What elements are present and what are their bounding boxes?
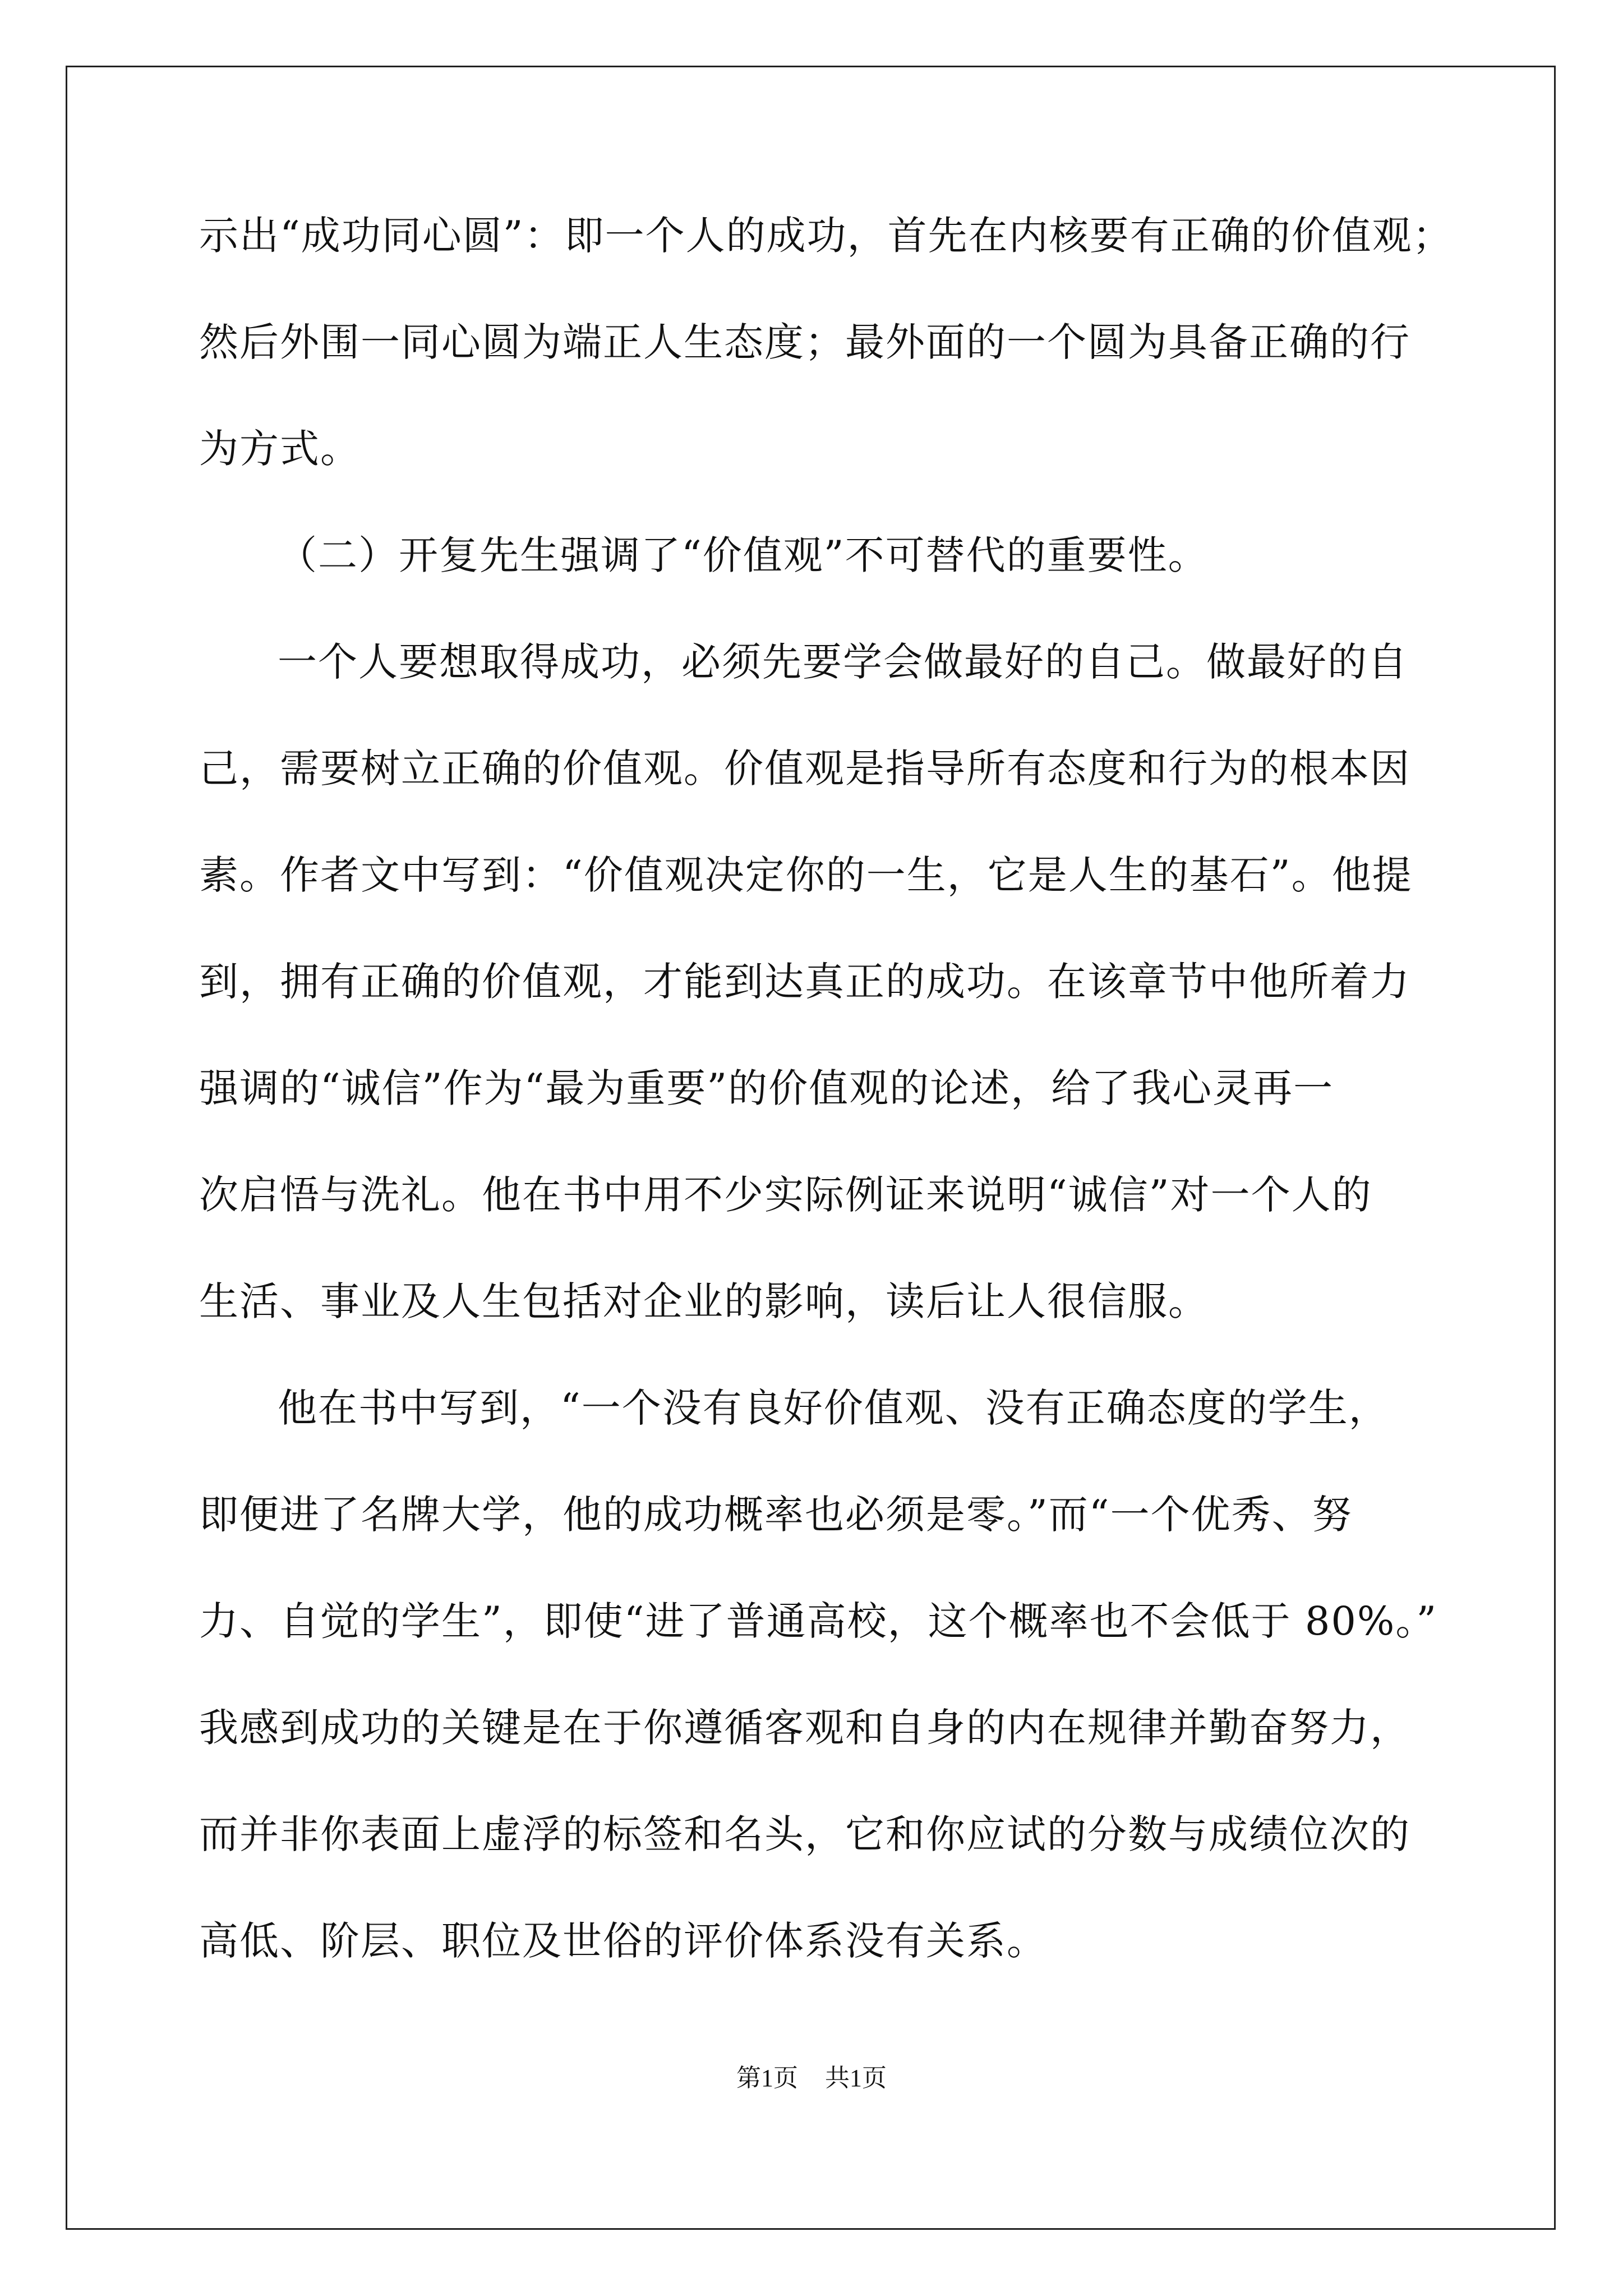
text-line: 高低、阶层、职位及世俗的评价体系没有关系。 bbox=[199, 1918, 1047, 1964]
text-line: 次启悟与洗礼。他在书中用不少实际例证来说明“诚信”对一个人的 bbox=[199, 1172, 1372, 1218]
text-line: 为方式。 bbox=[199, 426, 361, 472]
text-line: 示出“成功同心圆”：即一个人的成功，首先在内核要有正确的价值观； bbox=[199, 213, 1453, 259]
text-line: 己，需要树立正确的价值观。价值观是指导所有态度和行为的根本因 bbox=[199, 746, 1410, 792]
text-line: 素。作者文中写到：“价值观决定你的一生，它是人生的基石”。他提 bbox=[199, 852, 1413, 898]
text-line: 然后外围一同心圆为端正人生态度；最外面的一个圆为具备正确的行 bbox=[199, 319, 1410, 365]
page-total: 共1页 bbox=[825, 2064, 887, 2092]
text-line: 而并非你表面上虚浮的标签和名头，它和你应试的分数与成绩位次的 bbox=[199, 1811, 1410, 1857]
page-number: 第1页 bbox=[736, 2064, 798, 2092]
text-line: 强调的“诚信”作为“最为重要”的价值观的论述，给了我心灵再一 bbox=[199, 1065, 1334, 1111]
page-border bbox=[66, 66, 1556, 2230]
text-line: 力、自觉的学生”，即使“进了普通高校，这个概率也不会低于 80%。” bbox=[199, 1598, 1438, 1644]
page-footer bbox=[0, 2062, 1623, 2095]
text-line: 即便进了名牌大学，他的成功概率也必须是零。”而“一个优秀、努 bbox=[199, 1492, 1353, 1538]
text-line: 一个人要想取得成功，必须先要学会做最好的自己。做最好的自 bbox=[278, 639, 1408, 685]
text-line: 生活、事业及人生包括对企业的影响，读后让人很信服。 bbox=[199, 1278, 1209, 1324]
text-line: 他在书中写到，“一个没有良好价值观、没有正确态度的学生， bbox=[278, 1385, 1389, 1431]
text-line: 我感到成功的关键是在于你遵循客观和自身的内在规律并勤奋努力， bbox=[199, 1705, 1410, 1751]
text-line: （二）开复先生强调了“价值观”不可替代的重要性。 bbox=[278, 532, 1209, 578]
text-line: 到，拥有正确的价值观，才能到达真正的成功。在该章节中他所着力 bbox=[199, 959, 1410, 1005]
